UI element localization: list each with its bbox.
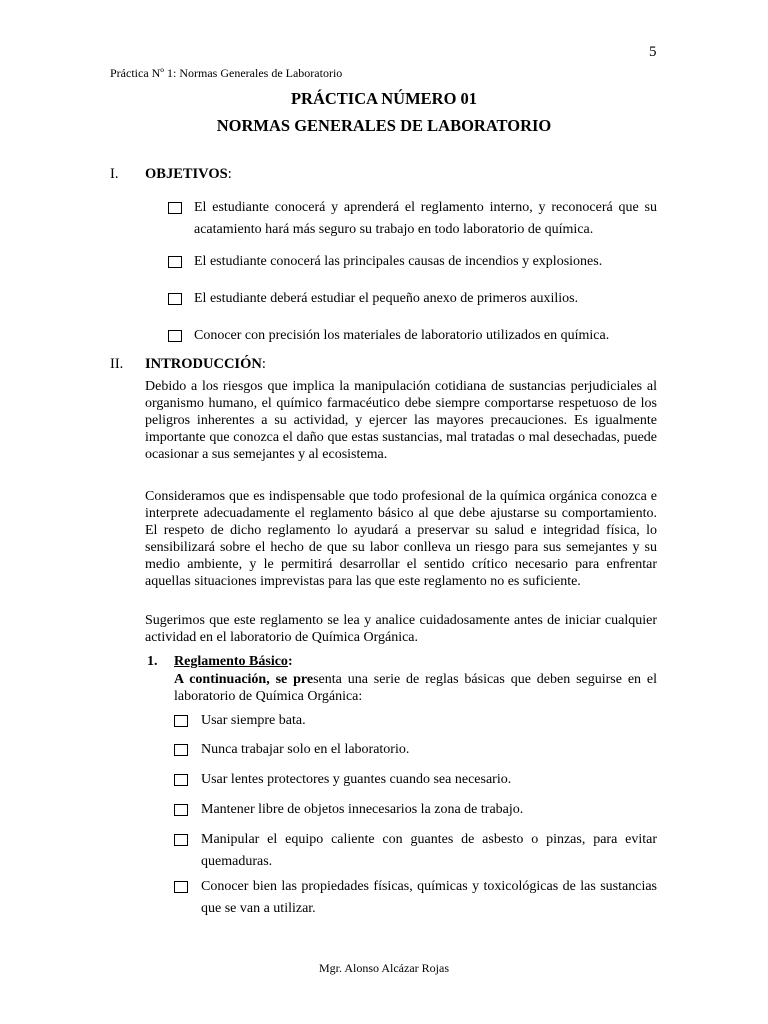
paragraph: Debido a los riesgos que implica la manipulación cotidiana de sustancias perjudiciales al organismo humano, el químico farmacéutico debe siempre comportarse respetuoso de los peligros inherentes a su actividad, y ejercer las mayores precauciones. Es igualmente importante que conozca el daño que estas sustancias, mal tratadas o mal desechadas, puede ocasionar a sus semejantes y al ecosistema. <box>145 379 657 462</box>
running-header: Práctica Nº 1: Normas Generales de Laboratorio <box>110 66 343 80</box>
list-item-text: Nunca trabajar solo en el laboratorio. <box>201 742 410 757</box>
list-item-text: Conocer bien las propiedades físicas, químicas y toxicológicas de las sustancias que se van a utilizar. <box>201 879 657 916</box>
list-item <box>174 829 657 873</box>
bullet-box-icon <box>168 330 182 342</box>
paragraph: Consideramos que es indispensable que todo profesional de la química orgánica conozca e interprete adecuadamente el reglamento básico al que debe ajustarse su comportamiento. El respeto de dicho reglamento lo ayudará a preservar su salud e integridad física, lo sensibilizará sobre el hecho de que su labor conlleva un riesgo para sus semejantes y su medio ambiente, y le permitirá desarrollar el sentido crítico necesario para enfrentar aquellas situaciones imprevistas para las que este reglamento no es suficiente. <box>145 489 657 589</box>
subsection-intro-bold: A continuación, se pre <box>174 672 314 687</box>
section-heading-text: INTRODUCCIÓN <box>145 356 262 372</box>
page-subtitle: NORMAS GENERALES DE LABORATORIO <box>216 116 552 135</box>
list-item-text: El estudiante conocerá las principales causas de incendios y explosiones. <box>194 254 603 269</box>
list-item-text: El estudiante deberá estudiar el pequeño anexo de primeros auxilios. <box>194 291 579 306</box>
subsection-numeral: 1. <box>147 654 158 669</box>
page-number: 5 <box>649 44 657 60</box>
section-heading <box>145 356 266 373</box>
bullet-box-icon <box>168 256 182 268</box>
bullet-box-icon <box>174 834 188 846</box>
bullet-box-icon <box>174 774 188 786</box>
list-item <box>174 769 657 791</box>
bullet-box-icon <box>174 715 188 727</box>
bullet-box-icon <box>168 293 182 305</box>
section-heading-text: OBJETIVOS <box>145 166 228 182</box>
list-item-text: Conocer con precisión los materiales de laboratorio utilizados en química. <box>194 328 610 343</box>
list-item <box>174 739 657 761</box>
subsection-heading-text: Reglamento Básico <box>174 654 288 669</box>
list-item-text: Manipular el equipo caliente con guantes de asbesto o pinzas, para evitar quemaduras. <box>201 832 657 869</box>
paragraph: Sugerimos que este reglamento se lea y analice cuidadosamente antes de iniciar cualquier actividad en el laboratorio de Química Orgánica. <box>145 613 657 645</box>
list-item-text: Usar siempre bata. <box>201 713 306 728</box>
section-numeral: II. <box>110 356 124 372</box>
list-item <box>168 288 657 310</box>
section-heading-colon: : <box>261 356 266 372</box>
list-item <box>174 710 657 732</box>
list-item-text: El estudiante conocerá y aprenderá el reglamento interno, y reconocerá que su acatamiento hará más seguro su trabajo en todo laboratorio de química. <box>194 200 657 237</box>
section-heading <box>145 166 232 183</box>
page-footer: Mgr. Alonso Alcázar Rojas <box>319 961 449 975</box>
list-item <box>174 799 657 821</box>
list-item-text: Usar lentes protectores y guantes cuando sea necesario. <box>201 772 512 787</box>
bullet-box-icon <box>174 804 188 816</box>
list-item <box>174 876 657 920</box>
section-numeral: I. <box>110 166 119 182</box>
bullet-box-icon <box>174 744 188 756</box>
subsection-heading-colon: : <box>287 654 293 669</box>
section-heading-colon: : <box>227 166 232 182</box>
list-item-text: Mantener libre de objetos innecesarios la zona de trabajo. <box>201 802 524 817</box>
bullet-box-icon <box>168 202 182 214</box>
list-item <box>168 325 657 347</box>
subsection-heading <box>174 654 293 670</box>
list-item <box>168 197 657 241</box>
subsection-intro-rest: senta una serie de reglas básicas que deben seguirse en el laboratorio de Química Orgánica: <box>174 672 657 704</box>
page-title: PRÁCTICA NÚMERO 01 <box>290 89 478 108</box>
list-item <box>168 251 657 273</box>
bullet-box-icon <box>174 881 188 893</box>
subsection-intro <box>174 671 657 705</box>
